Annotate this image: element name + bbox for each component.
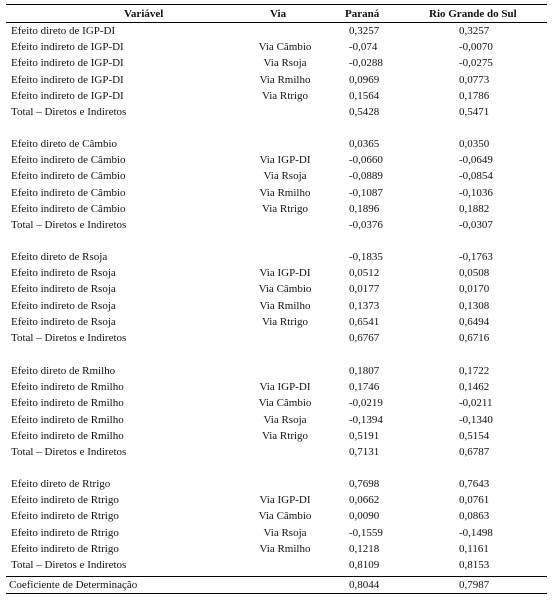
cell-parana: 0,0662 [349, 494, 380, 507]
table-row [0, 413, 553, 429]
table-row [0, 493, 553, 509]
table-row [0, 299, 553, 315]
table-row [0, 331, 553, 347]
cell-variavel: Efeito indireto de Câmbio [11, 186, 126, 199]
table-row [0, 364, 553, 380]
cell-variavel: Total – Diretos e Indiretos [11, 219, 127, 231]
cell-variavel: Efeito indireto de Rtrigo [11, 542, 119, 555]
cell-parana: -0,074 [349, 41, 378, 54]
cell-variavel: Efeito direto de Rsoja [11, 251, 108, 263]
cell-variavel: Efeito direto de Rmilho [11, 365, 116, 377]
table-row [0, 542, 553, 558]
cell-variavel: Efeito direto de Câmbio [11, 138, 117, 150]
cell-parana: 0,0969 [349, 73, 380, 86]
cell-parana: -0,0376 [349, 219, 383, 231]
table-row [0, 105, 553, 121]
cell-parana: 0,0512 [349, 267, 380, 280]
cell-rgs: 0,0508 [459, 267, 490, 280]
cell-variavel: Efeito direto de Rtrigo [11, 478, 111, 490]
header-variavel: Variável [124, 8, 164, 20]
table-top-rule [6, 4, 547, 5]
table-row [0, 509, 553, 525]
cell-variavel: Efeito indireto de Câmbio [11, 170, 126, 183]
cell-rgs: 0,8153 [459, 559, 490, 571]
cell-parana: 0,3257 [349, 25, 380, 37]
cell-rgs: 0,0761 [459, 494, 490, 507]
cell-rgs: 0,1882 [459, 202, 490, 215]
table-row [0, 380, 553, 396]
cell-via: Via Rsoja [263, 170, 307, 183]
cell-parana: 0,1564 [349, 89, 380, 102]
cell-variavel: Efeito indireto de Câmbio [11, 154, 126, 167]
cell-parana: -0,0219 [349, 397, 383, 410]
cell-rgs: -0,0211 [459, 397, 493, 410]
cell-rgs: 0,1722 [459, 365, 490, 377]
cell-variavel: Efeito indireto de Rsoja [11, 283, 116, 296]
table-row [0, 429, 553, 445]
cell-rgs: -0,0854 [459, 170, 493, 183]
cell-parana: 0,7131 [349, 446, 380, 458]
cell-variavel: Efeito indireto de Rsoja [11, 315, 116, 328]
header-parana: Paraná [345, 8, 380, 20]
cell-via: Via Câmbio [258, 41, 312, 54]
table-row [0, 282, 553, 298]
cell-parana: 0,6767 [349, 332, 380, 344]
table-row [0, 186, 553, 202]
cell-variavel: Efeito direto de IGP-DI [11, 25, 116, 37]
cell-parana: 0,0090 [349, 510, 380, 523]
cell-variavel: Efeito indireto de IGP-DI [11, 57, 124, 70]
header-rule [6, 22, 547, 23]
cell-rgs: 0,0863 [459, 510, 490, 523]
cell-via: Via Câmbio [258, 510, 312, 523]
table-row [0, 250, 553, 266]
cell-rgs: 0,1161 [459, 542, 489, 555]
cell-variavel: Efeito indireto de Rtrigo [11, 494, 119, 507]
cell-parana: 0,1807 [349, 365, 380, 377]
cell-rgs: 0,1308 [459, 299, 490, 312]
cell-variavel: Efeito indireto de Rtrigo [11, 510, 119, 523]
table-row [0, 558, 553, 574]
coefficient-label: Coeficiente de Determinação [9, 579, 138, 591]
cell-rgs: -0,0649 [459, 154, 493, 167]
table-row [0, 56, 553, 72]
cell-variavel: Efeito indireto de Rmilho [11, 381, 124, 394]
table-row [0, 218, 553, 234]
cell-parana: 0,1746 [349, 381, 380, 394]
cell-variavel: Total – Diretos e Indiretos [11, 559, 127, 571]
cell-rgs: 0,0170 [459, 283, 490, 296]
cell-rgs: -0,1763 [459, 251, 493, 263]
cell-parana: 0,6541 [349, 315, 380, 328]
cell-variavel: Total – Diretos e Indiretos [11, 106, 127, 118]
cell-variavel: Efeito indireto de Rsoja [11, 299, 116, 312]
cell-via: Via IGP-DI [259, 154, 311, 167]
cell-via: Via Rmilho [259, 186, 311, 199]
cell-parana: -0,1394 [349, 413, 383, 426]
cell-rgs: 0,5154 [459, 429, 490, 442]
cell-parana: 0,0365 [349, 138, 380, 150]
cell-rgs: 0,7643 [459, 478, 490, 490]
header-via: Via [270, 8, 287, 20]
cell-parana: 0,5191 [349, 429, 380, 442]
cell-parana: -0,1835 [349, 251, 383, 263]
cell-rgs: 0,0350 [459, 138, 490, 150]
cell-via: Via Câmbio [258, 283, 312, 296]
cell-via: Via IGP-DI [259, 267, 311, 280]
cell-parana: -0,0288 [349, 57, 383, 70]
cell-rgs: 0,3257 [459, 25, 490, 37]
cell-parana: 0,1896 [349, 202, 380, 215]
cell-variavel: Efeito indireto de Rtrigo [11, 526, 119, 539]
cell-rgs: 0,1462 [459, 381, 490, 394]
table-row [0, 169, 553, 185]
cell-variavel: Efeito indireto de Rmilho [11, 429, 124, 442]
cell-variavel: Efeito indireto de IGP-DI [11, 89, 124, 102]
cell-parana: 0,7698 [349, 478, 380, 490]
coefficient-row [0, 578, 553, 594]
table-row [0, 202, 553, 218]
cell-rgs: 0,1786 [459, 89, 490, 102]
cell-via: Via IGP-DI [259, 494, 311, 507]
cell-via: Via Rmilho [259, 542, 311, 555]
cell-variavel: Total – Diretos e Indiretos [11, 446, 127, 458]
cell-rgs: 0,6787 [459, 446, 490, 458]
cell-rgs: -0,1498 [459, 526, 493, 539]
table-row [0, 266, 553, 282]
cell-rgs: -0,1036 [459, 186, 493, 199]
table-bottom-rule [6, 593, 547, 594]
cell-via: Via Câmbio [258, 397, 312, 410]
header-rio-grande-do-sul: Rio Grande do Sul [429, 8, 517, 20]
cell-via: Via Rsoja [263, 413, 307, 426]
cell-rgs: -0,0307 [459, 219, 493, 231]
cell-via: Via Rsoja [263, 57, 307, 70]
table-row [0, 89, 553, 105]
table-row [0, 526, 553, 542]
cell-via: Via Rtrigo [261, 429, 309, 442]
cell-rgs: -0,0275 [459, 57, 493, 70]
cell-parana: 0,0177 [349, 283, 380, 296]
cell-via: Via Rtrigo [261, 89, 309, 102]
cell-variavel: Efeito indireto de Câmbio [11, 202, 126, 215]
cell-variavel: Efeito indireto de Rsoja [11, 267, 116, 280]
cell-variavel: Total – Diretos e Indiretos [11, 332, 127, 344]
table-row [0, 24, 553, 40]
cell-parana: 0,5428 [349, 106, 380, 118]
cell-rgs: 0,5471 [459, 106, 490, 118]
table-row [0, 137, 553, 153]
table-row [0, 153, 553, 169]
cell-via: Via Rsoja [263, 526, 307, 539]
cell-via: Via IGP-DI [259, 381, 311, 394]
table-row [0, 40, 553, 56]
coefficient-rgs: 0,7987 [459, 579, 490, 591]
cell-via: Via Rmilho [259, 299, 311, 312]
cell-variavel: Efeito indireto de IGP-DI [11, 73, 124, 86]
coefficient-parana: 0,8044 [349, 579, 380, 591]
table-row [0, 396, 553, 412]
table-row [0, 445, 553, 461]
cell-rgs: 0,6716 [459, 332, 490, 344]
cell-parana: 0,8109 [349, 559, 380, 571]
table-row [0, 477, 553, 493]
coefficient-rule [6, 576, 547, 577]
table-row [0, 73, 553, 89]
cell-parana: -0,1087 [349, 186, 383, 199]
cell-variavel: Efeito indireto de Rmilho [11, 413, 124, 426]
cell-rgs: -0,1340 [459, 413, 493, 426]
cell-rgs: -0,0070 [459, 41, 493, 54]
cell-parana: 0,1373 [349, 299, 380, 312]
cell-parana: -0,1559 [349, 526, 383, 539]
cell-via: Via Rtrigo [261, 202, 309, 215]
cell-parana: -0,0889 [349, 170, 383, 183]
cell-parana: 0,1218 [349, 542, 380, 555]
cell-variavel: Efeito indireto de Rmilho [11, 397, 124, 410]
table-row [0, 315, 553, 331]
cell-variavel: Efeito indireto de IGP-DI [11, 41, 124, 54]
cell-rgs: 0,6494 [459, 315, 490, 328]
cell-via: Via Rtrigo [261, 315, 309, 328]
cell-via: Via Rmilho [259, 73, 311, 86]
cell-parana: -0,0660 [349, 154, 383, 167]
cell-rgs: 0,0773 [459, 73, 490, 86]
